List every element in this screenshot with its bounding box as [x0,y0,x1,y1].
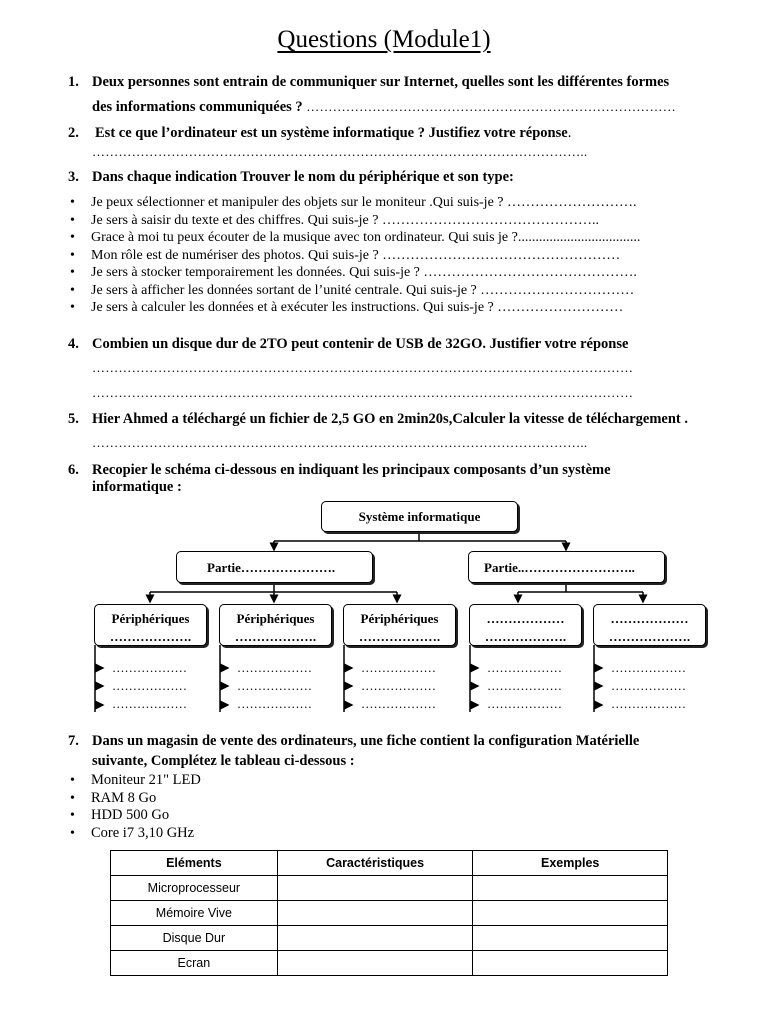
list-item: • Je peux sélectionner et manipuler des objets sur le moniteur .Qui suis-je ? ………………………. [70,194,640,212]
column-header: Eléments [111,851,278,876]
leaf-dots: ……………… [112,679,187,693]
table-cell[interactable] [473,876,668,901]
answer-dots: ………………………………………………………………………………………………….. [92,435,588,450]
question-number: 1. [68,74,79,90]
diagram-periph-box: Périphériques ………………. [219,604,332,646]
table-row [111,901,668,926]
table-cell[interactable] [473,951,668,976]
question-number: 2. [68,125,79,141]
leaf-dots: ……………… [361,697,436,711]
diagram-part-right: Partie..…………………….. [468,551,665,583]
diagram-part-left: Partie…………………. [176,551,373,583]
question-number: 4. [68,336,79,352]
leaf-dots: ……………… [237,697,312,711]
list-item: • Je sers à afficher les données sortant de l’unité centrale. Qui suis-je ? …………………………… [70,282,640,300]
table-cell[interactable] [277,901,473,926]
table-row [111,876,668,901]
list-item: • Je sers à stocker temporairement les données. Qui suis-je ? ………………………………………. [70,264,640,282]
question-text: Est ce que l’ordinateur est un système informatique ? Justifiez votre réponse. [95,125,572,141]
list-item: • HDD 500 Go [70,807,201,825]
table-header-row [111,851,668,876]
leaf-dots: ……………… [487,697,562,711]
leaf-dots: ……………… [611,697,686,711]
leaf-dots: ……………… [237,679,312,693]
question-text: Combien un disque dur de 2TO peut contenir de USB de 32GO. Justifier votre réponse [92,336,629,352]
row-label: Mémoire Vive [111,901,278,926]
components-table [110,850,668,976]
question-text: Recopier le schéma ci-dessous en indiquant les principaux composants d’un système [92,462,611,478]
column-header: Exemples [473,851,668,876]
q7-config-list [70,772,201,842]
page-title: Questions (Module1) [277,26,491,53]
leaf-dots: ……………… [611,661,686,675]
leaf-dots: ……………… [237,661,312,675]
list-item: • Je sers à calculer les données et à exécuter les instructions. Qui suis-je ? ……………………… [70,299,640,317]
diagram-periph-box: Périphériques ………………. [94,604,207,646]
question-text: Dans chaque indication Trouver le nom du périphérique et son type: [92,169,514,185]
question-number: 6. [68,462,79,478]
answer-dots: …………………………………………………………………………………………………………… [92,385,634,400]
question-text: Dans un magasin de vente des ordinateurs, une fiche contient la configuration Matérielle [92,733,640,749]
list-item: • Moniteur 21" LED [70,772,201,790]
leaf-dots: ……………… [487,679,562,693]
row-label: Disque Dur [111,926,278,951]
list-item: • RAM 8 Go [70,790,201,808]
leaf-dots: ……………… [112,697,187,711]
table-cell[interactable] [277,951,473,976]
leaf-dots: ……………… [112,661,187,675]
diagram-periph-box: Périphériques ………………. [343,604,456,646]
leaf-dots: ……………… [361,661,436,675]
table-cell[interactable] [473,926,668,951]
question-text: des informations communiquées ? [92,99,303,115]
question-6-line2: informatique : [92,479,182,495]
table-cell[interactable] [473,901,668,926]
diagram-blank-box: ……………… ………………. [469,604,582,646]
question-text: Deux personnes sont entrain de communiquer sur Internet, quelles sont les différentes formes [92,74,670,90]
list-item: • Grace à moi tu peux écouter de la musique avec ton ordinateur. Qui suis je ?................................... [70,229,640,247]
row-label: Ecran [111,951,278,976]
list-item: • Mon rôle est de numériser des photos. Qui suis-je ? …………………………………………… [70,247,640,265]
table-cell[interactable] [277,926,473,951]
question-number: 5. [68,411,79,427]
question-7-line2: suivante, Complétez le tableau ci-dessous : [92,753,355,769]
list-item: • Core i7 3,10 GHz [70,825,201,843]
table-row [111,951,668,976]
table-cell[interactable] [277,876,473,901]
leaf-dots: ……………… [361,679,436,693]
table-row [111,926,668,951]
leaf-dots: ……………… [611,679,686,693]
list-item: • Je sers à saisir du texte et des chiffres. Qui suis-je ? ……………………………………….. [70,212,640,230]
question-number: 7. [68,733,79,749]
question-number: 3. [68,169,79,185]
diagram-root-box: Système informatique [321,501,518,532]
answer-dots: …………………………………………………………………………………………………………… [92,360,634,375]
row-label: Microprocesseur [111,876,278,901]
column-header: Caractéristiques [277,851,473,876]
diagram-blank-box: ……………… ………………. [593,604,706,646]
question-text: Hier Ahmed a téléchargé un fichier de 2,5 GO en 2min20s,Calculer la vitesse de téléchargement . [92,411,689,427]
answer-dots: ………………………………………………………………………………………………….. [92,144,588,159]
answer-dots: ………………………………………………………………………… [306,99,676,114]
leaf-dots: ……………… [487,661,562,675]
